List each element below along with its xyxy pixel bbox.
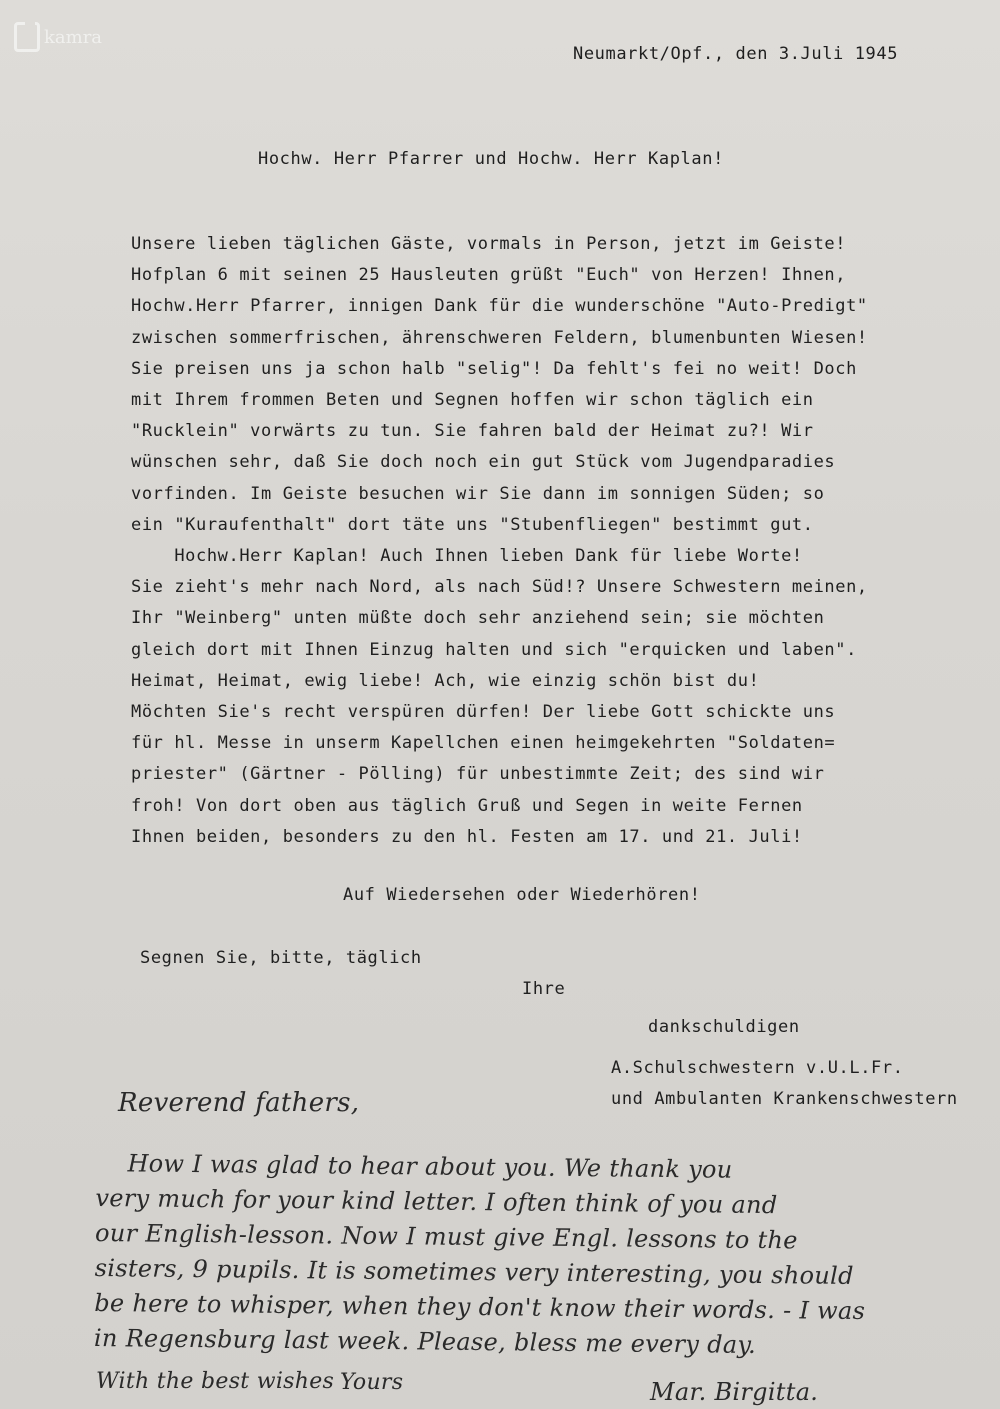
handwritten-line: our English-lesson. Now I must give Engl. lessons to the xyxy=(94,1218,798,1255)
kamra-watermark xyxy=(14,22,102,52)
letter-dankschuldigen: dankschuldigen xyxy=(648,1017,800,1037)
handwritten-line: very much for your kind letter. I often think of you and xyxy=(95,1183,778,1220)
letter-closing: Auf Wiedersehen oder Wiederhören! xyxy=(343,885,701,905)
handwritten-greeting: Reverend fathers, xyxy=(118,1088,360,1118)
handwritten-line: in Regensburg last week. Please, bless me every day. xyxy=(93,1323,757,1359)
body-line: Unsere lieben täglichen Gäste, vormals in Person, jetzt im Geiste! xyxy=(131,234,847,254)
kamra-logo-icon xyxy=(14,22,40,52)
body-line: Sie zieht's mehr nach Nord, als nach Süd!? Unsere Schwestern meinen, xyxy=(131,577,868,598)
handwritten-line: sisters, 9 pupils. It is sometimes very interesting, you should xyxy=(94,1253,854,1290)
body-line: "Rucklein" vorwärts zu tun. Sie fahren bald der Heimat zu?! Wir xyxy=(131,421,814,442)
letter-salutation: Hochw. Herr Pfarrer und Hochw. Herr Kaplan! xyxy=(258,149,724,169)
body-line: Hochw.Herr Kaplan! Auch Ihnen lieben Dank für liebe Worte! xyxy=(131,546,803,567)
body-line: priester" (Gärtner - Pölling) für unbestimmte Zeit; des sind wir xyxy=(131,764,825,785)
letter-body xyxy=(131,229,868,853)
body-line: vorfinden. Im Geiste besuchen wir Sie dann im sonnigen Süden; so xyxy=(131,483,825,504)
body-line: ein "Kuraufenthalt" dort täte uns "Stubenfliegen" bestimmt gut. xyxy=(131,514,814,535)
body-line: zwischen sommerfrischen, ährenschweren Feldern, blumenbunten Wiesen! xyxy=(131,327,868,348)
handwritten-line: How I was glad to hear about you. We thank you xyxy=(95,1148,733,1184)
body-line: froh! Von dort oben aus täglich Gruß und Segen in weite Fernen xyxy=(131,795,803,816)
body-line: mit Ihrem frommen Beten und Segnen hoffen wir schon täglich ein xyxy=(131,390,814,411)
body-line: gleich dort mit Ihnen Einzug halten und sich "erquicken und laben". xyxy=(131,639,857,660)
handwritten-note xyxy=(94,1146,867,1364)
body-line: Hofplan 6 mit seinen 25 Hausleuten grüßt "Euch" von Herzen! Ihnen, xyxy=(131,265,847,286)
body-line: Ihnen beiden, besonders zu den hl. Festen am 17. und 21. Juli! xyxy=(131,826,803,847)
body-line: Hochw.Herr Pfarrer, innigen Dank für die wunderschöne "Auto-Predigt" xyxy=(131,296,868,317)
letter-blessing: Segnen Sie, bitte, täglich xyxy=(140,948,422,968)
body-line: für hl. Messe in unserm Kapellchen einen heimgekehrten "Soldaten= xyxy=(131,733,836,754)
signature-line-2: und Ambulanten Krankenschwestern xyxy=(611,1089,958,1109)
body-line: Sie preisen uns ja schon halb "selig"! Da fehlt's fei no weit! Doch xyxy=(131,358,857,379)
signature-line-1: A.Schulschwestern v.U.L.Fr. xyxy=(611,1058,904,1078)
body-line: Heimat, Heimat, ewig liebe! Ach, wie einzig schön bist du! xyxy=(131,670,760,691)
handwritten-wishes: With the best wishes xyxy=(96,1369,335,1394)
body-line: wünschen sehr, daß Sie doch noch ein gut Stück vom Jugendparadies xyxy=(131,452,836,473)
handwritten-yours: Yours xyxy=(340,1370,404,1395)
body-line: Ihr "Weinberg" unten müßte doch sehr anziehend sein; sie möchten xyxy=(131,608,825,629)
handwritten-signature: Mar. Birgitta. xyxy=(650,1378,819,1406)
letter-ihre: Ihre xyxy=(522,979,566,999)
letter-date: Neumarkt/Opf., den 3.Juli 1945 xyxy=(573,44,899,64)
body-line: Möchten Sie's recht verspüren dürfen! Der liebe Gott schickte uns xyxy=(131,702,836,723)
watermark-label: kamra xyxy=(44,26,103,48)
handwritten-line: be here to whisper, when they don't know their words. - I was xyxy=(94,1288,866,1326)
